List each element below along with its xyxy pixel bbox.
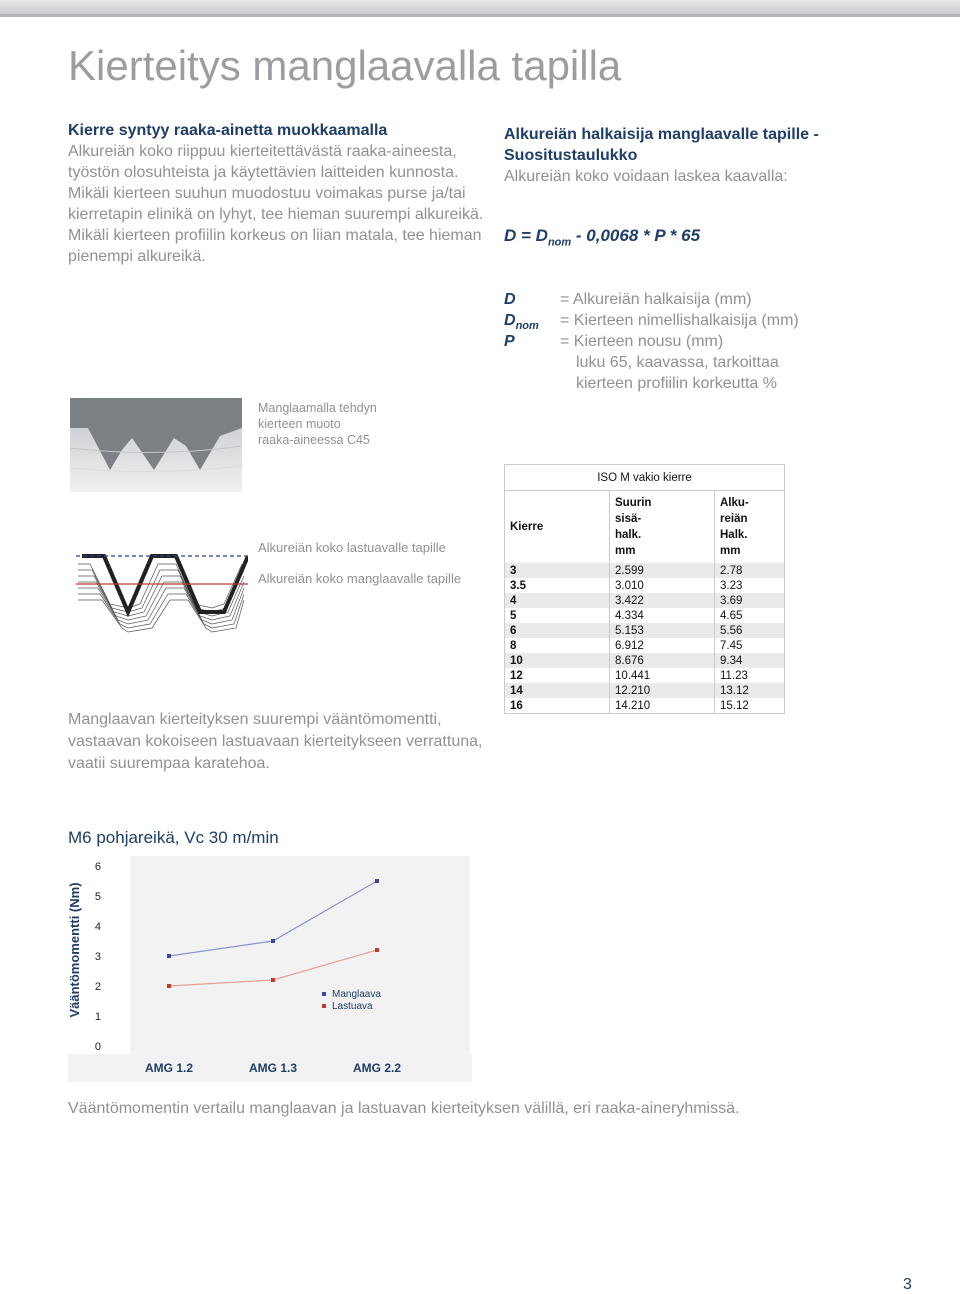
formula-sub: nom	[547, 236, 572, 249]
table-row: 16 14.210 15.12	[505, 698, 785, 714]
y-tick-label: 3	[94, 951, 101, 963]
left-heading: Kierre syntyy raaka-ainetta muokkaamalla	[68, 122, 388, 139]
data-point	[167, 984, 171, 988]
x-tick-label: AMG 1.2	[144, 1061, 194, 1075]
chart-title: M6 pohjareikä, Vc 30 m/min	[68, 828, 279, 847]
legend-label: Lastuava	[332, 1001, 373, 1012]
def-note-1: luku 65, kaavassa, tarkoittaa	[576, 354, 779, 371]
def-text: = Alkureiän halkaisija (mm)	[560, 291, 752, 308]
data-point	[271, 978, 275, 982]
y-tick-label: 5	[94, 891, 101, 903]
legend-marker	[322, 1004, 326, 1008]
iso-thread-table	[504, 464, 785, 714]
table-header-alkureian: Alku- reiän Halk. mm	[715, 491, 785, 564]
formula-main: D = D	[504, 226, 548, 245]
table-row: 8 6.912 7.45	[505, 638, 785, 653]
left-paragraph: Alkureiän koko riippuu kierteitettävästä raaka-aineesta, työstön olosuhteista ja käytettävien laitteiden kunnosta. Mikäli kierteen suuhun muodostuu voimakas purse ja/tai kierretapin elinikä on lyhyt, tee hieman suurempi alkureikä. Mikäli kierteen profiilin korkeus on liian matala, tee hieman pienempi alkureikä.	[68, 143, 484, 265]
photo-caption-1: Manglaamalla tehdyn	[258, 401, 377, 415]
y-tick-label: 6	[94, 861, 101, 873]
y-tick-label: 2	[94, 981, 101, 993]
x-tick-label: AMG 2.2	[352, 1061, 402, 1075]
table-header-suurin: Suurin sisä- halk. mm	[610, 491, 715, 564]
diagram-label-form: Alkureiän koko manglaavalle tapille	[258, 571, 462, 586]
diagram-label-cut: Alkureiän koko lastuavalle tapille	[258, 540, 446, 555]
legend-label: Manglaava	[332, 989, 381, 1000]
torque-text: Manglaavan kierteityksen suurempi vääntömomentti, vastaavan kokoiseen lastuavaan kierteitykseen verrattuna, vaatii suurempaa karatehoa.	[68, 711, 483, 772]
x-tick-label: AMG 1.3	[248, 1061, 298, 1075]
chart-caption: Vääntömomentin vertailu manglaavan ja lastuavan kierteityksen välillä, eri raaka-aineryhmissä.	[68, 1100, 740, 1117]
right-intro-text: Alkureiän koko voidaan laskea kaavalla:	[504, 168, 788, 185]
table-header-kierre: Kierre	[505, 491, 610, 564]
torque-chart-svg	[68, 856, 472, 1082]
table-row: 6 5.153 5.56	[505, 623, 785, 638]
formula-rest: - 0,0068 * P * 65	[575, 226, 701, 245]
photo-caption-2: kierteen muoto	[258, 417, 341, 431]
header-bar-line	[0, 14, 960, 17]
right-heading: Alkureiän halkaisija manglaavalle tapille - Suositustaulukko	[504, 126, 819, 164]
data-point	[271, 939, 275, 943]
data-point	[167, 954, 171, 958]
def-symbol: P	[504, 333, 515, 350]
chart-plot-background	[130, 856, 470, 1054]
table-row: 3.5 3.010 3.23	[505, 578, 785, 593]
legend-marker	[322, 992, 326, 996]
y-tick-label: 4	[94, 921, 101, 933]
page-number: 3	[903, 1276, 912, 1293]
def-note-2: kierteen profiilin korkeutta %	[576, 375, 777, 392]
def-symbol: $D_{nom}$	[504, 312, 539, 333]
y-tick-label: 0	[94, 1041, 101, 1053]
def-text: = Kierteen nimellishalkaisija (mm)	[560, 312, 799, 329]
table-row: 4 3.422 3.69	[505, 593, 785, 608]
thread-profile-graphic	[76, 534, 248, 634]
header-bar	[0, 0, 960, 14]
data-point	[375, 879, 379, 883]
formula	[504, 226, 700, 248]
table-caption: ISO M vakio kierre	[505, 465, 785, 491]
right-intro	[504, 124, 924, 187]
def-text: = Kierteen nousu (mm)	[560, 333, 724, 350]
data-point	[375, 948, 379, 952]
photo-caption-3: raaka-aineessa C45	[258, 433, 370, 447]
table-row: 5 4.334 4.65	[505, 608, 785, 623]
torque-chart	[68, 856, 472, 1082]
def-symbol: D	[504, 291, 516, 308]
thread-photo	[70, 398, 242, 492]
table-row: 3 2.599 2.78	[505, 563, 785, 578]
page-title: Kierteitys manglaavalla tapilla	[68, 42, 622, 89]
thread-profile-diagram	[76, 534, 248, 634]
table-row: 12 10.441 11.23	[505, 668, 785, 683]
y-axis-label: Vääntömomentti (Nm)	[68, 882, 82, 1018]
left-intro	[68, 120, 488, 267]
table-row: 10 8.676 9.34	[505, 653, 785, 668]
y-tick-label: 1	[94, 1011, 101, 1023]
table-row: 14 12.210 13.12	[505, 683, 785, 698]
table-header-row	[505, 491, 785, 564]
thread-photo-graphic	[70, 398, 242, 492]
